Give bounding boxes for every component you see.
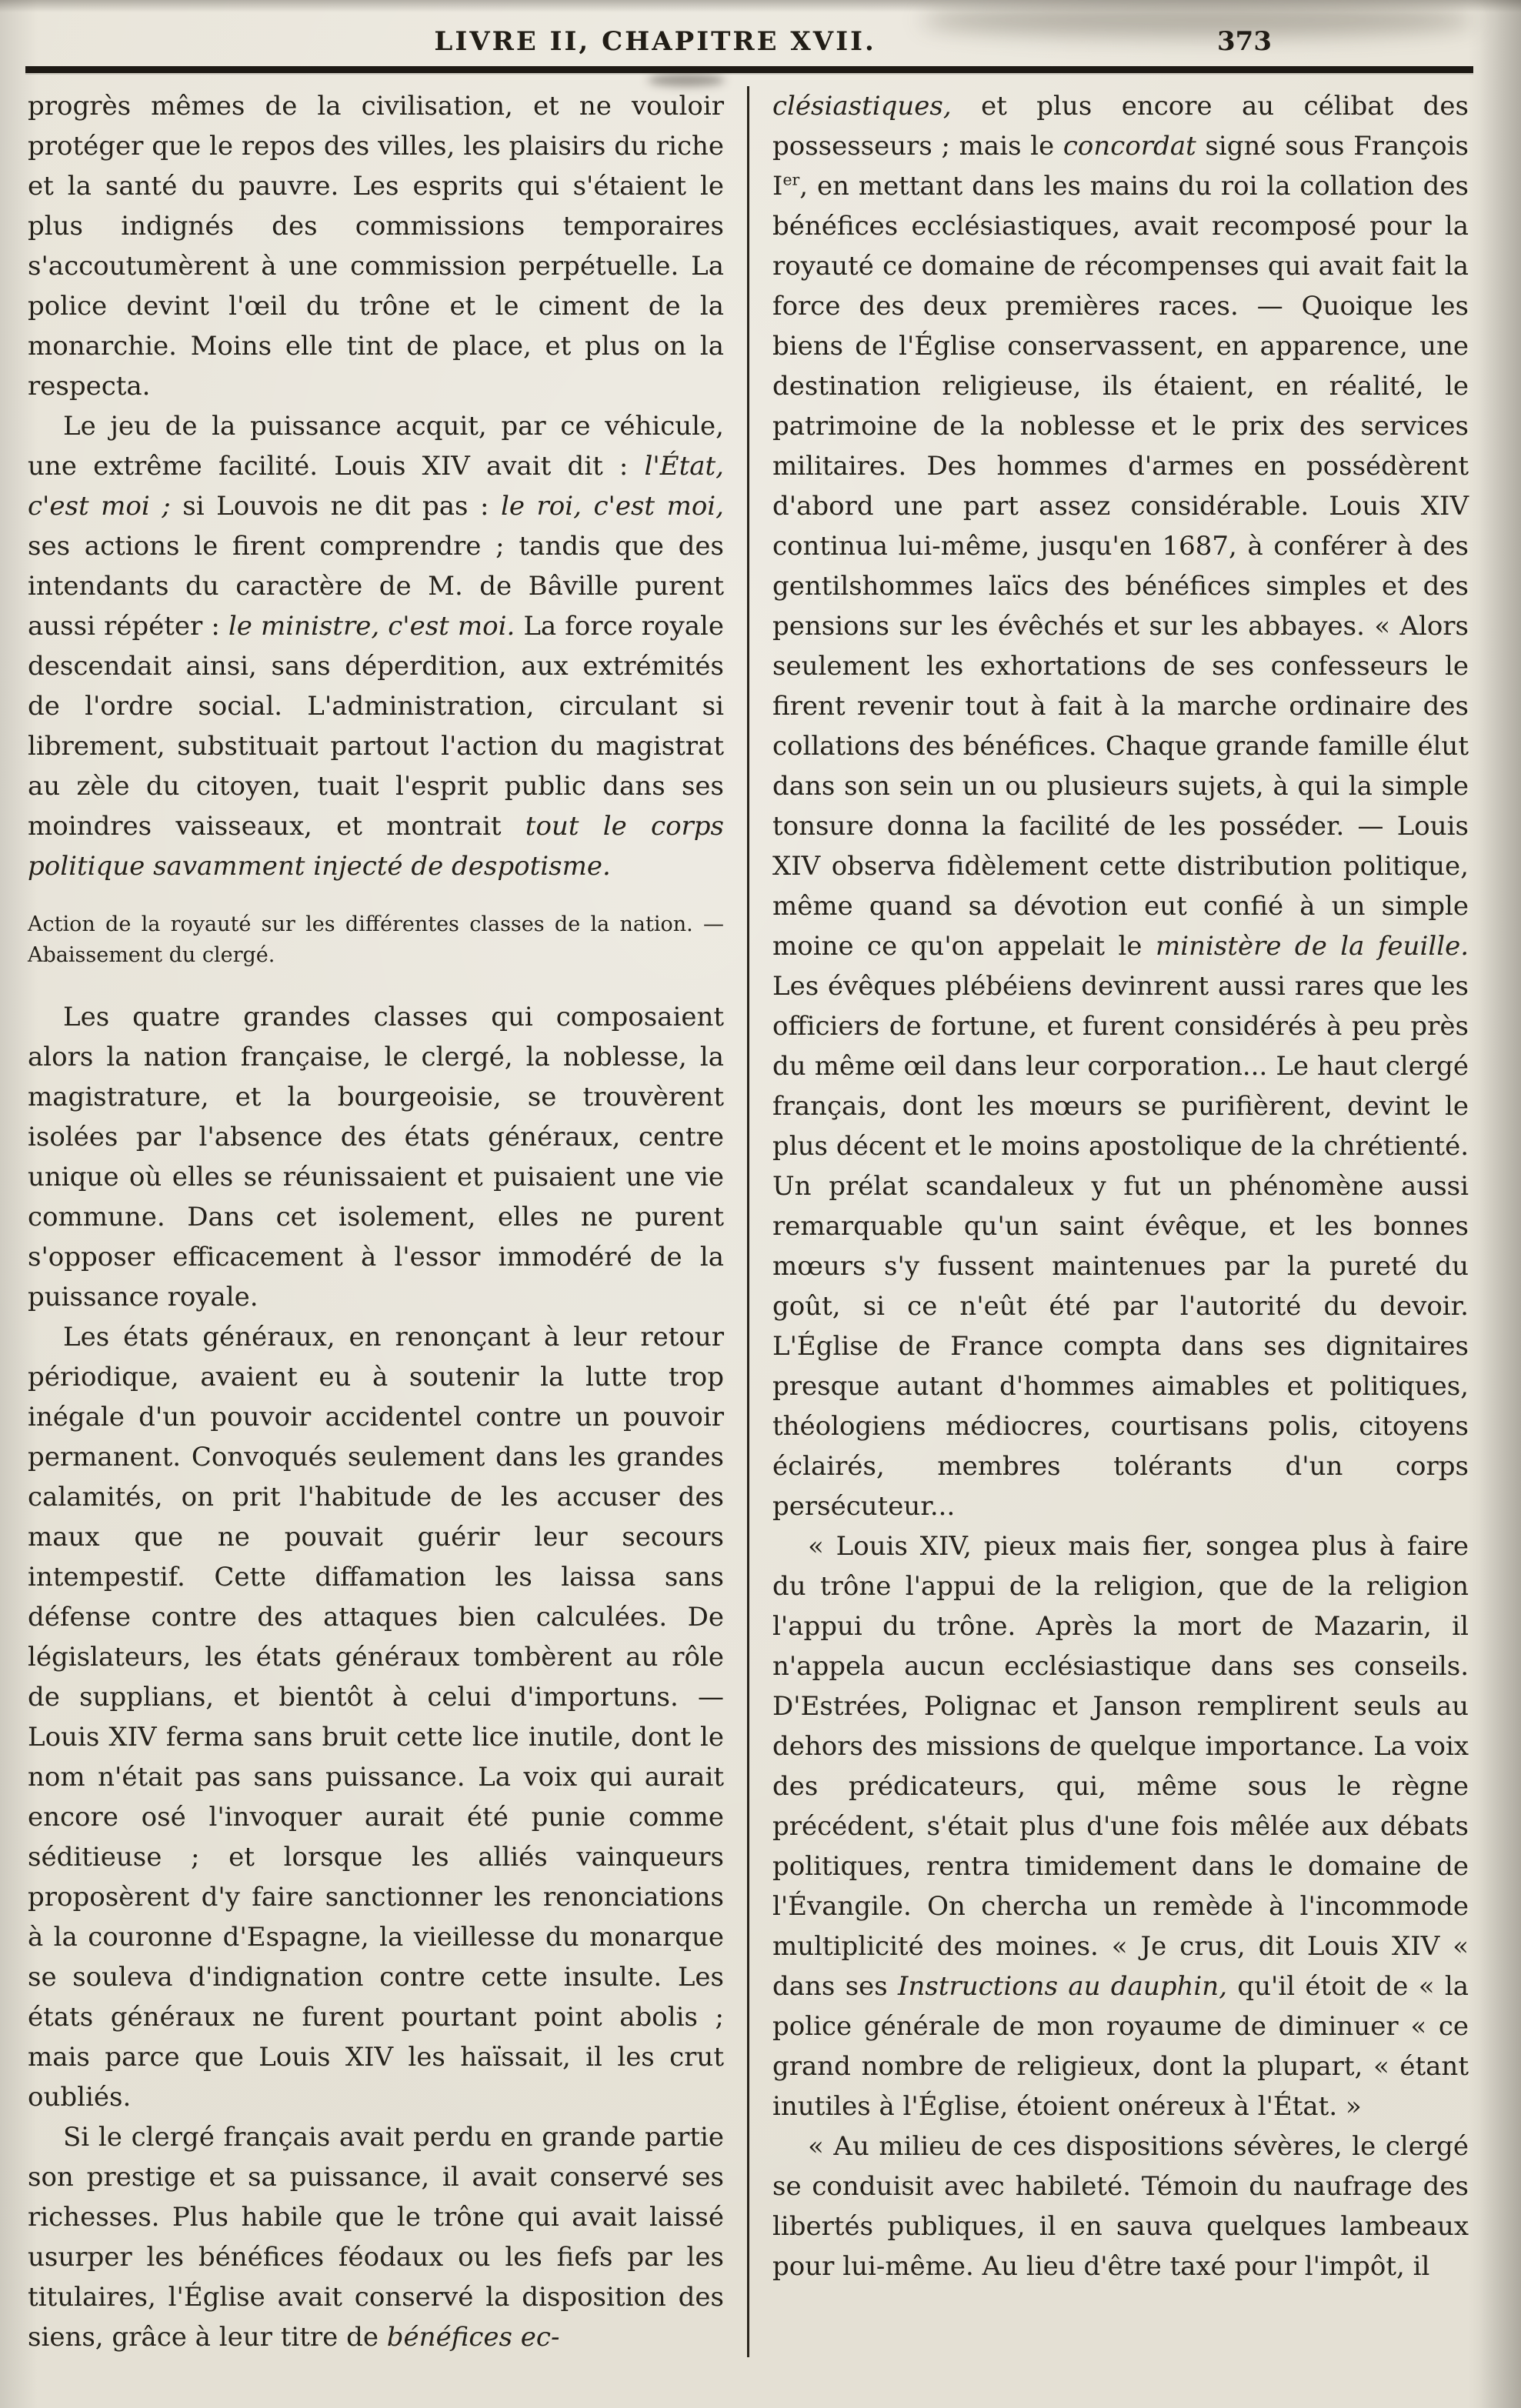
paragraph	[28, 2117, 724, 2357]
text-run: progrès mêmes de la civilisation, et ne vouloir protéger que le repos des villes, les plaisirs du riche et la santé du pauvre. Les esprits qui s'étaient le plus indignés des commissions temporaires s'accoutumèrent à une commission perpétuelle. La police devint l'œil du trône et le ciment de la monarchie. Moins elle tint de place, et plus on la respecta.	[28, 91, 724, 402]
paragraph	[772, 2126, 1469, 2286]
italic-text: l'État, c'est moi ;	[28, 451, 724, 522]
text-columns	[28, 86, 1472, 2357]
italic-text: tout le corps politique savamment injecté de despotisme.	[28, 811, 725, 882]
page-edge-shadow	[1479, 0, 1521, 2408]
paragraph	[28, 997, 724, 1317]
right-column	[772, 86, 1469, 2357]
text-run: et plus encore au célibat des possesseurs ; mais le	[772, 91, 1469, 162]
scan-artifact-ink-blot	[648, 74, 725, 86]
text-run: ses actions le firent comprendre ; tandis que des intendants du caractère de M. de Bâville purent aussi répéter :	[28, 531, 724, 642]
header-rule	[25, 66, 1473, 73]
page-header	[28, 26, 1470, 63]
text-run: signé sous François I	[772, 131, 1469, 202]
italic-text: Instructions au dauphin,	[898, 1971, 1228, 2002]
column-divider	[747, 86, 749, 2357]
superscript-text: er	[782, 170, 800, 189]
text-run: qu'il étoit de « la police générale de mon royaume de diminuer « ce grand nombre de religieux, dont la plupart, « étant inutiles à l'Église, étoient onéreux à l'État. »	[772, 1971, 1469, 2122]
text-run: Si le clergé français avait perdu en grande partie son prestige et sa puissance, il avait conservé ses richesses. Plus habile que le trône qui avait laissé usurper les bénéfices féodaux ou les fiefs par les titulaires, l'Église avait conservé la disposition des siens, grâce à leur titre de	[28, 2122, 724, 2353]
running-title: LIVRE II, CHAPITRE XVII.	[434, 26, 876, 57]
text-run: si Louvois ne dit pas :	[170, 491, 501, 522]
section-heading	[28, 909, 724, 971]
text-run: Les évêques plébéiens devinrent aussi rares que les officiers de fortune, et furent considérés à peu près du même œil dans leur corporation... Le haut clergé français, dont les mœurs se purifièrent, devint le plus décent et le moins apostolique de la chrétienté. Un prélat scandaleux y fut un phénomène aussi remarquable qu'un saint évêque, et les bonnes mœurs s'y fussent maintenues par la pureté du goût, si ce n'eût été par l'autorité du devoir. L'Église de France compta dans ses dignitaires presque autant d'hommes aimables et politiques, théologiens médiocres, courtisans polis, citoyens éclairés, membres tolérants d'un corps persécuteur...	[772, 971, 1469, 1522]
paragraph	[28, 406, 724, 886]
italic-text: bénéfices ec-	[386, 2322, 560, 2353]
text-run: « Au milieu de ces dispositions sévères, le clergé se conduisit avec habileté. Témoin du naufrage des libertés publiques, il en sauva quelques lambeaux pour lui-même. Au lieu d'être taxé pour l'impôt, il	[772, 2131, 1469, 2282]
italic-text: le ministre, c'est moi.	[228, 611, 515, 642]
text-run: Les états généraux, en renonçant à leur retour périodique, avaient eu à soutenir la lutte trop inégale d'un pouvoir accidentel contre un pouvoir permanent. Convoqués seulement dans les grandes calamités, on prit l'habitude de les accuser des maux que ne pouvait guérir leur secours intempestif. Cette diffamation les laissa sans défense contre des attaques bien calculées. De législateurs, les états généraux tombèrent au rôle de supplians, et bientôt à celui d'importuns. — Louis XIV ferma sans bruit cette lice inutile, dont le nom n'était pas sans puissance. La voix qui aurait encore osé l'invoquer aurait été punie comme séditieuse ; et lorsque les alliés vainqueurs proposèrent d'y faire sanctionner les renonciations à la couronne d'Espagne, la vieillesse du monarque se souleva d'indignation contre cette insulte. Les états généraux ne furent pourtant point abolis ; mais parce que Louis XIV les haïssait, il les crut oubliés.	[28, 1322, 724, 2113]
paragraph	[28, 86, 724, 406]
italic-text: concordat	[1062, 131, 1196, 162]
text-run: Le jeu de la puissance acquit, par ce véhicule, une extrême facilité. Louis XIV avait dit :	[28, 411, 724, 482]
paragraph	[28, 1317, 724, 2117]
left-column	[28, 86, 724, 2357]
page-number: 373	[1217, 26, 1272, 57]
italic-text: ministère de la feuille.	[1155, 931, 1469, 962]
text-run: « Louis XIV, pieux mais fier, songea plus à faire du trône l'appui de la religion, que de la religion l'appui du trône. Après la mort de Mazarin, il n'appela aucun ecclésiastique dans ses conseils. D'Estrées, Polignac et Janson remplirent seuls au dehors des missions de quelque importance. La voix des prédicateurs, qui, même sous le règne précédent, s'était plus d'une fois mêlée aux débats politiques, rentra timidement dans le domaine de l'Évangile. On chercha un remède à l'incommode multiplicité des moines. « Je crus, dit Louis XIV « dans ses	[772, 1531, 1469, 2002]
text-run: , en mettant dans les mains du roi la collation des bénéfices ecclésiastiques, avait recomposé pour la royauté ce domaine de récompenses qui avait fait la force des deux premières races. — Quoique les biens de l'Église conservassent, en apparence, une destination religieuse, ils étaient, en réalité, le patrimoine de la noblesse et le prix des services militaires. Des hommes d'armes en possédèrent d'abord une part assez considérable. Louis XIV continua lui-même, jusqu'en 1687, à conférer à des gentilshommes laïcs des bénéfices simples et des pensions sur les évêchés et sur les abbayes. « Alors seulement les exhortations de ses confesseurs le firent revenir tout à fait à la marche ordinaire des collations des bénéfices. Chaque grande famille élut dans son sein un ou plusieurs sujets, à qui la simple tonsure donna la facilité de les posséder. — Louis XIV observa fidèlement cette distribution politique, même quand sa dévotion eut confié à un simple moine ce qu'on appelait le	[772, 171, 1469, 962]
text-run: Les quatre grandes classes qui composaient alors la nation française, le clergé, la noblesse, la magistrature, et la bourgeoisie, se trouvèrent isolées par l'absence des états généraux, centre unique où elles se réunissaient et puisaient une vie commune. Dans cet isolement, elles ne purent s'opposer efficacement à l'essor immodéré de la puissance royale.	[28, 1002, 724, 1312]
text-run: La force royale descendait ainsi, sans déperdition, aux extrémités de l'ordre social. L'administration, circulant si librement, substituait partout l'action du magistrat au zèle du citoyen, tuait l'esprit public dans ses moindres vaisseaux, et montrait	[28, 611, 724, 842]
italic-text: clésiastiques,	[772, 91, 952, 122]
paragraph	[772, 86, 1469, 1526]
text-run: Action de la royauté sur les différentes classes de la nation. — Abaissement du clergé.	[28, 912, 724, 967]
italic-text: le roi, c'est moi,	[500, 491, 724, 522]
paragraph	[772, 1526, 1469, 2126]
